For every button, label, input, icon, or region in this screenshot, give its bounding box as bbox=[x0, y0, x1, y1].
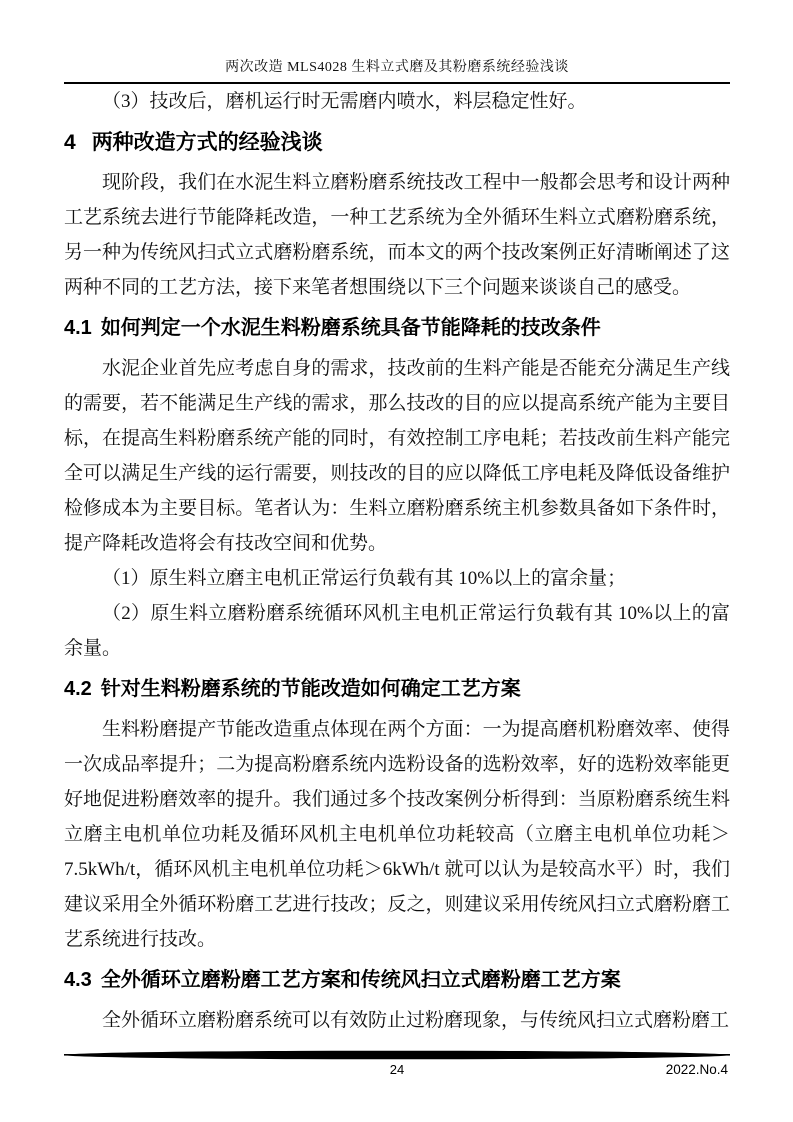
issue-label: 2022.No.4 bbox=[665, 1062, 728, 1077]
paragraph-4-3: 全外循环立磨粉磨系统可以有效防止过粉磨现象，与传统风扫立式磨粉磨工 bbox=[102, 1010, 730, 1031]
paragraph-4-1: 水泥企业首先应考虑自身的需求，技改前的生料产能是否能充分满足生产线的需要，若不能满足生产线的需求，那么技改的目的应以提高系统产能为主要目标，在提高生料粉磨系统产能的同时，有效控制工序电耗；若技改前生料产能完全可以满足生产线的运行需要，则技改的目的应以降低工序电耗及降低设备维护检修成本为主要目标。笔者认为：生料立磨粉磨系统主机参数具备如下条件时，提产降耗改造将会有技改空间和优势。 bbox=[64, 358, 730, 554]
list-item-2: （2）原生料立磨粉磨系统循环风机主电机正常运行负载有其 10%以上的富余量。 bbox=[64, 603, 730, 659]
section-number: 4.1 bbox=[64, 317, 92, 339]
page-footer bbox=[64, 1050, 730, 1079]
section-heading-4 bbox=[64, 125, 730, 160]
section-number: 4 bbox=[64, 131, 76, 154]
section-heading-4-1 bbox=[64, 311, 730, 346]
section-title: 全外循环立磨粉磨工艺方案和传统风扫立式磨粉磨工艺方案 bbox=[100, 969, 621, 991]
section-title: 针对生料粉磨系统的节能改造如何确定工艺方案 bbox=[100, 678, 521, 700]
list-item-1: （1）原生料立磨主电机正常运行负载有其 10%以上的富余量； bbox=[102, 568, 627, 589]
section-title: 如何判定一个水泥生料粉磨系统具备节能降耗的技改条件 bbox=[100, 317, 601, 339]
section-title: 两种改造方式的经验浅谈 bbox=[91, 131, 323, 154]
footer-meta-row bbox=[64, 1062, 730, 1079]
paragraph-item-3: （3）技改后，磨机运行时无需磨内喷水，料层稳定性好。 bbox=[102, 91, 587, 112]
running-header-title: 两次改造 MLS4028 生料立式磨及其粉磨系统经验浅谈 bbox=[225, 60, 569, 75]
section-heading-4-2 bbox=[64, 672, 730, 707]
footer-divider-bar bbox=[64, 1050, 730, 1060]
section-number: 4.3 bbox=[64, 969, 92, 991]
section-heading-4-3 bbox=[64, 963, 730, 998]
page-number: 24 bbox=[389, 1062, 405, 1077]
section-number: 4.2 bbox=[64, 678, 92, 700]
paragraph-intro: 现阶段，我们在水泥生料立磨粉磨系统技改工程中一般都会思考和设计两种工艺系统去进行节能降耗改造，一种工艺系统为全外循环生料立式磨粉磨系统，另一种为传统风扫式立式磨粉磨系统，而本文的两个技改案例正好清晰阐述了这两种不同的工艺方法，接下来笔者想围绕以下三个问题来谈谈自己的感受。 bbox=[64, 172, 730, 298]
running-header bbox=[64, 0, 730, 84]
page-body bbox=[64, 84, 730, 1038]
paragraph-4-2: 生料粉磨提产节能改造重点体现在两个方面：一为提高磨机粉磨效率、使得一次成品率提升；二为提高粉磨系统内选粉设备的选粉效率，好的选粉效率能更好地促进粉磨效率的提升。我们通过多个技改案例分析得到：当原粉磨系统生料立磨主电机单位功耗及循环风机主电机单位功耗较高（立磨主电机单位功耗＞7.5kWh/t，循环风机主电机单位功耗＞6kWh/t 就可以认为是较高水平）时，我们建议采用全外循环粉磨工艺进行技改；反之，则建议采用传统风扫立式磨粉磨工艺系统进行技改。 bbox=[64, 719, 730, 950]
